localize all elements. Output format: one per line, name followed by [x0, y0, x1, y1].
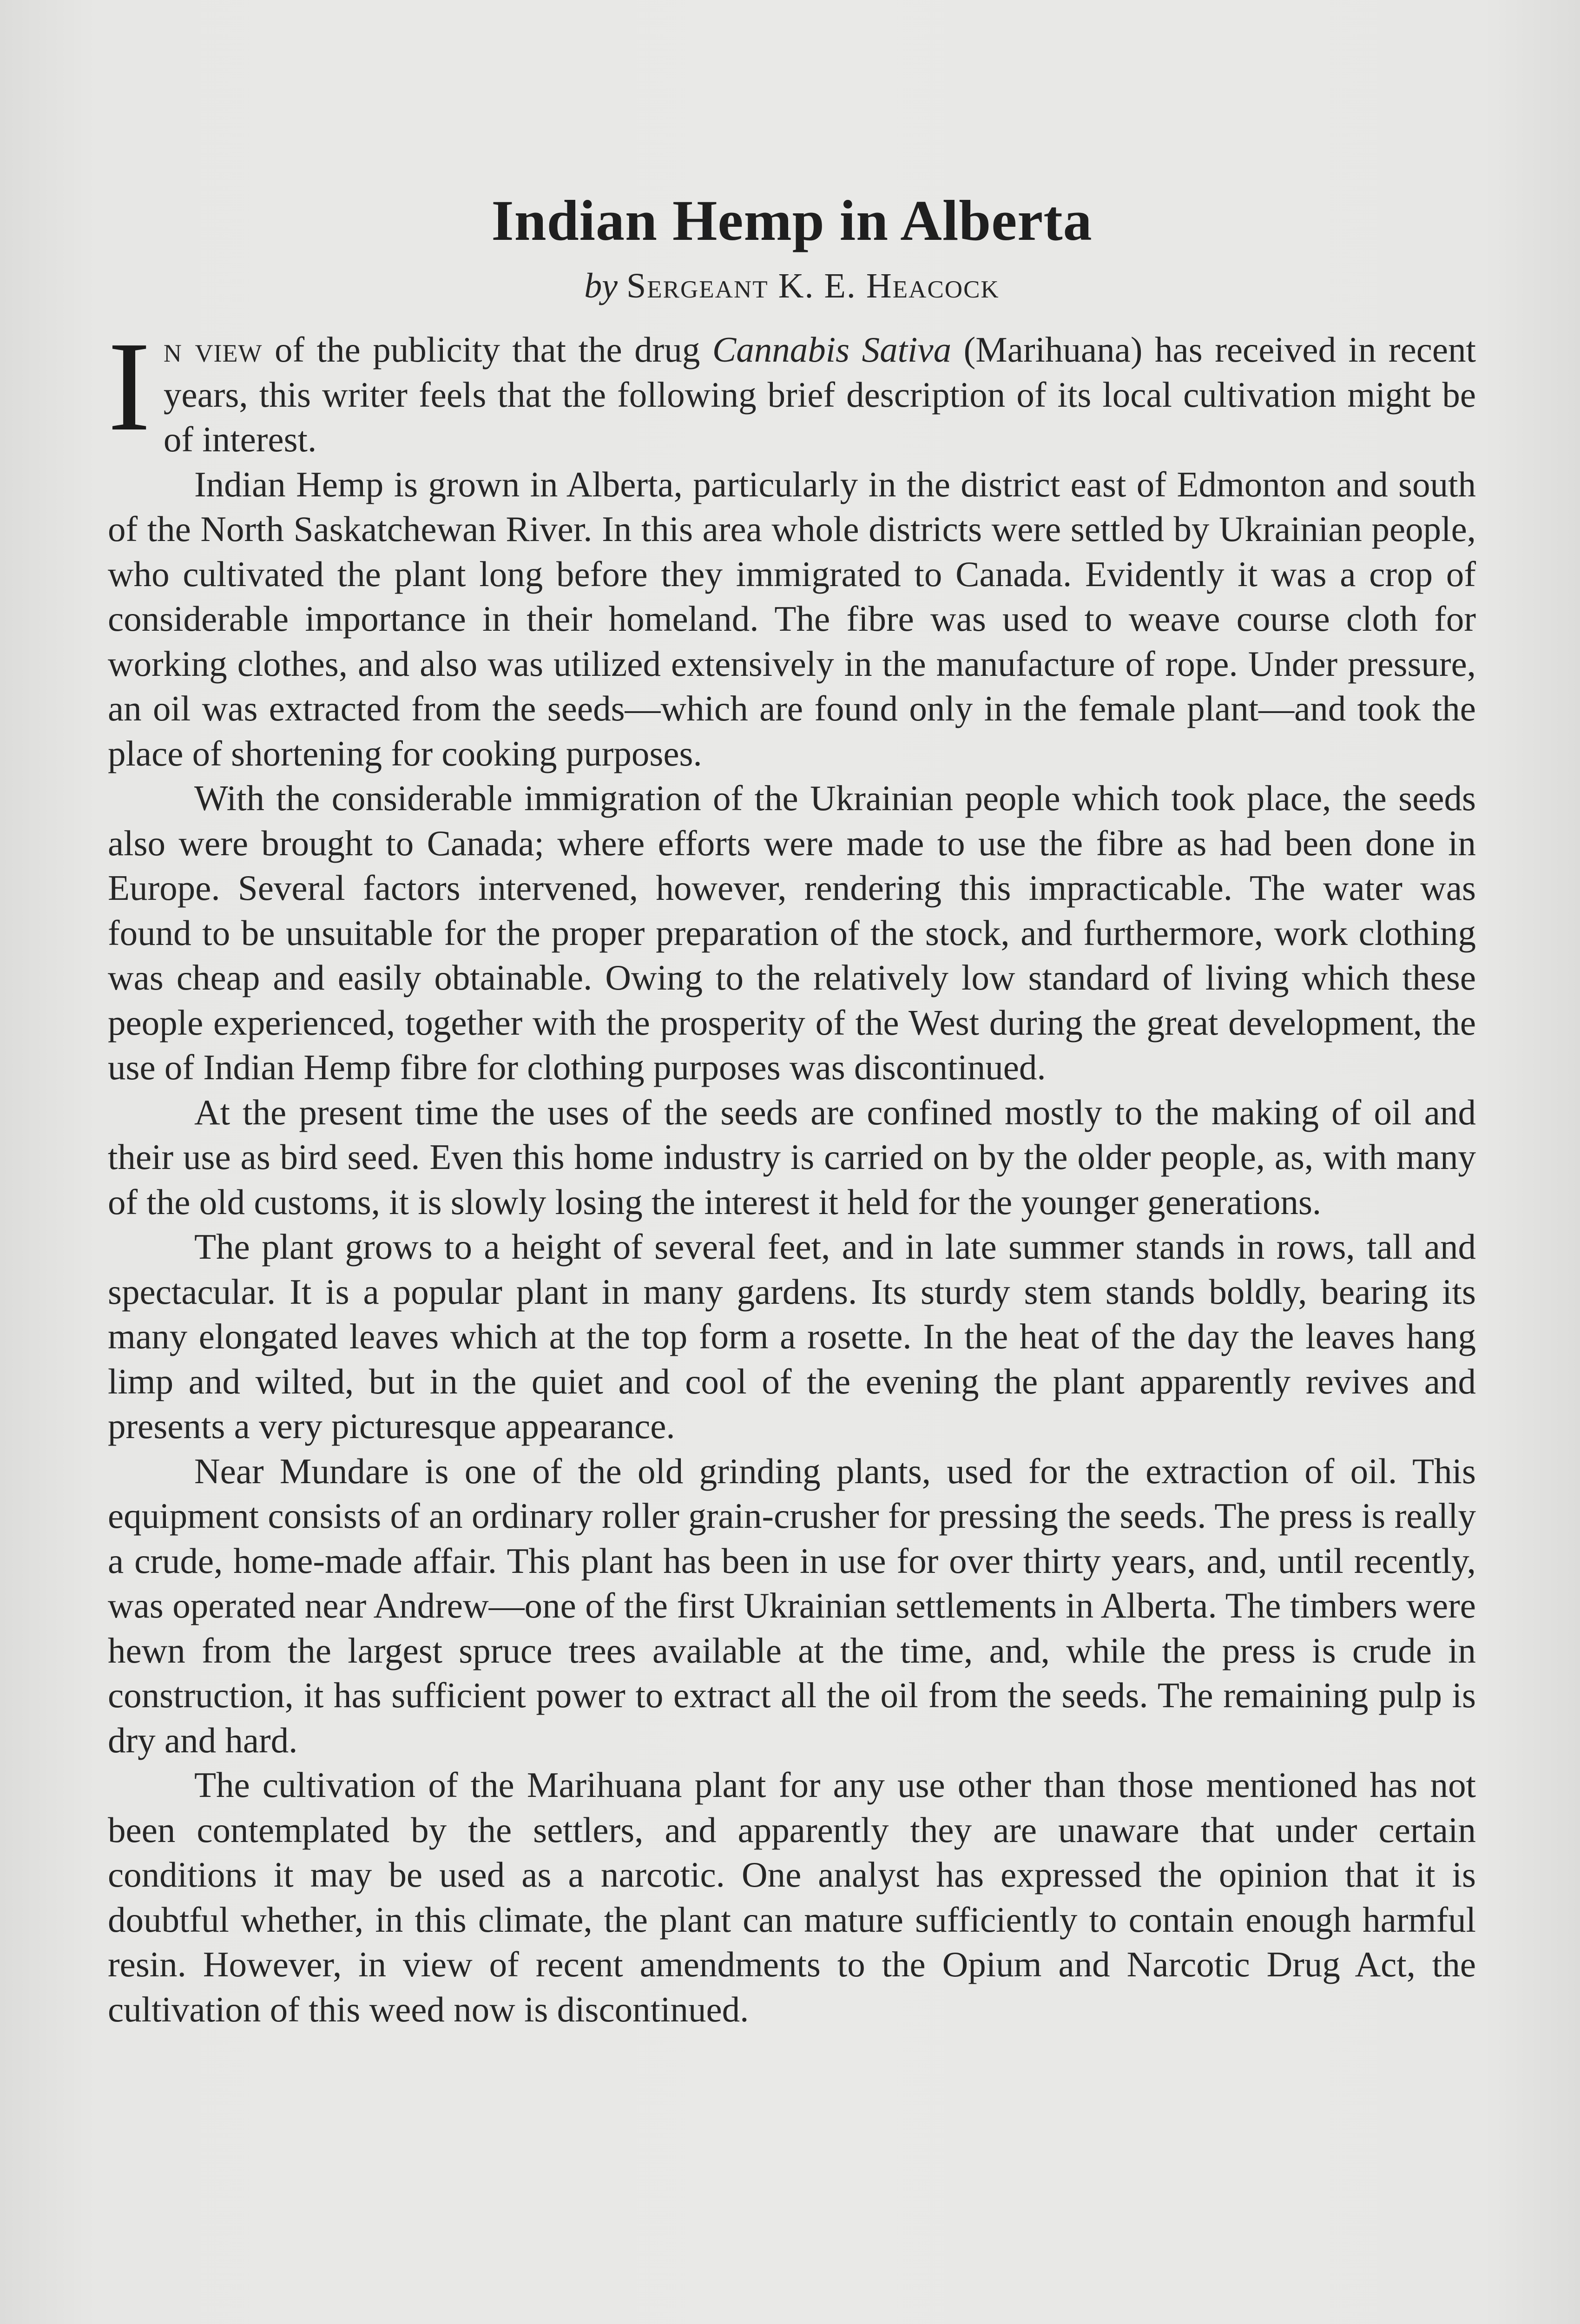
article-title: Indian Hemp in Alberta [491, 189, 1093, 252]
paragraph: At the present time the uses of the seeds are confined mostly to the making of oil and their use as bird seed. Even this home industry is carried on by the older people, as, with many of the old customs, it is slowly losing the interest it held for the younger generations. [108, 1092, 1476, 1222]
opening-smallcaps: n view [163, 330, 263, 370]
paragraph: The cultivation of the Marihuana plant for any use other than those mentioned has not been contemplated by the settlers, and apparently they are unaware that under certain conditions it may be used as a narcotic. One analyst has expressed the opinion that it is doubtful whether, in this climate, the plant can mature sufficiently to contain enough harmful resin. However, in view of recent amendments to the Opium and Narcotic Drug Act, the cultivation of this weed now is discontinued. [108, 1765, 1476, 2029]
paragraph: Indian Hemp is grown in Alberta, particularly in the district east of Edmonton and south of the North Saskatchewan River. In this area whole districts were settled by Ukrainian people, who cultivated the plant long before they immigrated to Canada. Evidently it was a crop of considerable importance in their homeland. The fibre was used to weave course cloth for working clothes, and also was utilized extensively in the manufacture of rope. Under pressure, an oil was extracted from the seeds—which are found only in the female plant—and took the place of shortening for cooking purposes. [108, 464, 1476, 773]
byline [108, 260, 1476, 311]
byline-by: by [584, 266, 618, 305]
paragraph-1-italic: Cannabis Sativa [712, 330, 952, 370]
article-body [108, 315, 1476, 2032]
drop-cap: I [108, 315, 151, 457]
paragraph: Near Mundare is one of the old grinding plants, used for the extraction of oil. This equipment consists of an ordinary roller grain-crusher for pressing the seeds. The press is really a crude, home-made affair. This plant has been in use for over thirty years, and, until recently, was operated near Andrew—one of the first Ukrainian settlements in Alberta. The timbers were hewn from the largest spruce trees available at the time, and, while the press is crude in construction, it has sufficient power to extract all the oil from the seeds. The remaining pulp is dry and hard. [108, 1451, 1476, 1760]
article [108, 186, 1476, 2032]
paragraph-1-lead: of the publicity that the drug [262, 330, 712, 370]
paragraph: With the considerable immigration of the Ukrainian people which took place, the seeds also were brought to Canada; where efforts were made to use the fibre as had been done in Europe. Several factors intervened, however, rendering this impracticable. The water was found to be unsuitable for the proper preparation of the stock, and furthermore, work clothing was cheap and easily obtainable. Owing to the relatively low standard of living which these people experienced, together with the prosperity of the West during the great development, the use of Indian Hemp fibre for clothing purposes was discontinued. [108, 778, 1476, 1087]
paragraph: The plant grows to a height of several feet, and in late summer stands in rows, tall and spectacular. It is a popular plant in many gardens. Its sturdy stem stands boldly, bearing its many elongated leaves which at the top form a rosette. In the heat of the day the leaves hang limp and wilted, but in the quiet and cool of the evening the plant apparently revives and presents a very picturesque appearance. [108, 1227, 1476, 1446]
paragraph-1-rest: (Marihuana) has received in recent years, this writer feels that the following brief description of its local cultivation might be of interest. [163, 330, 1476, 459]
paragraph-1 [108, 315, 1476, 462]
author-name: Sergeant K. E. Heacock [626, 266, 1000, 305]
